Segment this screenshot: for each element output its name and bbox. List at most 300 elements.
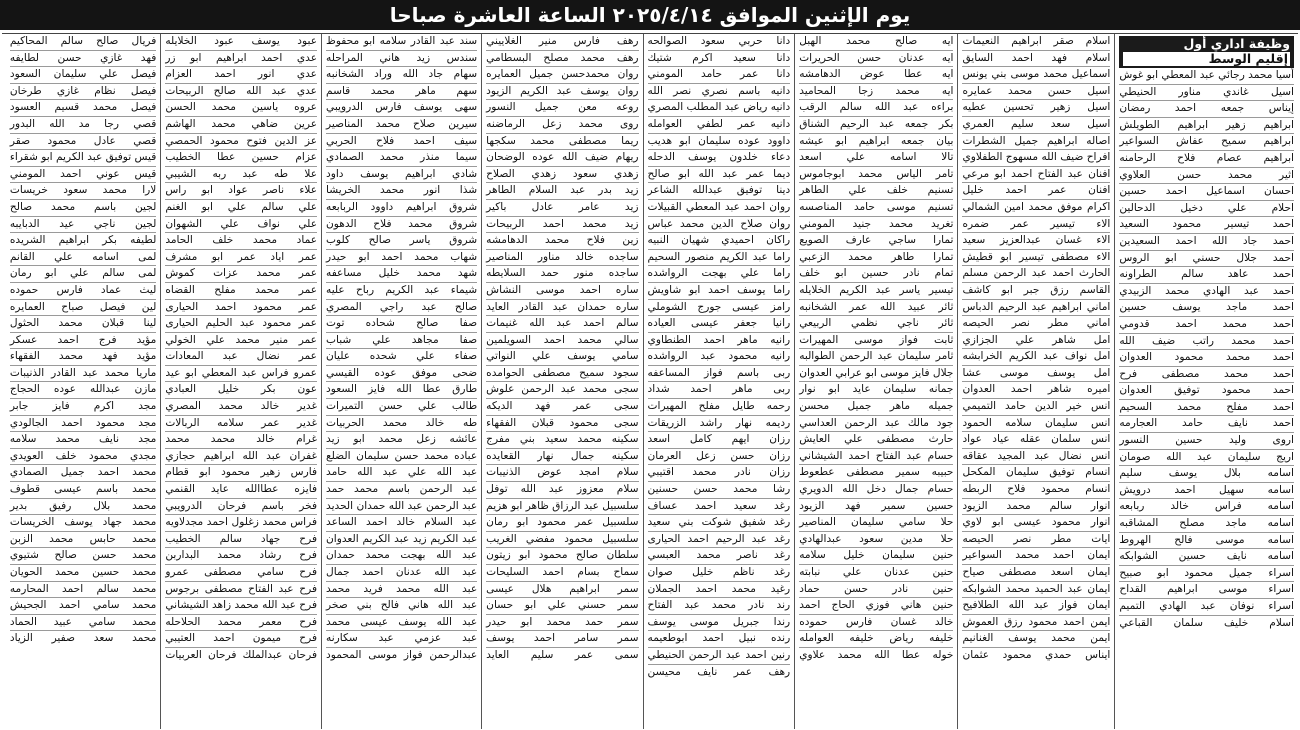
list-item: تسنيم خلف علي الطاهر: [799, 183, 953, 200]
list-item: سمر حمد محمد ابو حيدر: [486, 615, 638, 632]
names-column: [321, 34, 481, 729]
list-item: عماد محمد خلف الحامد: [165, 233, 317, 250]
list-item: رنده نبيل احمد ابوطعيمه: [648, 631, 791, 648]
list-item: سالي محمد احمد السويلمين: [486, 333, 638, 350]
list-item: محمد حسن صالح شتيوي: [10, 548, 156, 565]
list-item: سكينه محمد سعيد بني مفرج: [486, 432, 638, 449]
list-item: عدي انور احمد العزام: [165, 67, 317, 84]
list-item: عمر محمود احمد الحيارى: [165, 300, 317, 317]
list-item: شروق محمد فلاح الدهون: [326, 217, 477, 234]
list-item: طه خالد محمد الحربيات: [326, 416, 477, 433]
list-item: لينا قبلان محمد الحثول: [10, 316, 156, 333]
list-item: فرح رشاد محمد البداربن: [165, 548, 317, 565]
list-item: ايمن احمد محمود رزق العموش: [962, 615, 1110, 632]
list-item: ليث عماد فارس حموده: [10, 283, 156, 300]
list-item: غدير خالد محمد المصري: [165, 399, 317, 416]
list-item: ايه صالح محمد الهبل: [799, 34, 953, 51]
list-item: اسيل زهير تحسين عطيه: [962, 100, 1110, 117]
list-item: رزان ايهم كامل اسعد: [648, 432, 791, 449]
list-item: سمر ابراهيم هلال عيسى: [486, 582, 638, 599]
list-item: احمد تيسير محمود السعيد: [1119, 217, 1294, 234]
list-item: فرح سامي مصطفى عمرو: [165, 565, 317, 582]
names-list: [486, 34, 638, 664]
list-item: سمر سامر احمد يوسف: [486, 631, 638, 648]
list-item: قيس توفيق عبد الكريم ابو شقراء: [10, 150, 156, 167]
names-column: [6, 34, 160, 729]
list-item: دينا توفيق عبدالله الشاعر: [648, 183, 791, 200]
list-item: سلسبيل محمود مفضي الغريب: [486, 532, 638, 549]
list-item: زيد عامر عادل باكير: [486, 200, 638, 217]
list-item: براءه عبد الله سالم الرقب: [799, 100, 953, 117]
list-item: حنين هاني فوزي الحاج احمد: [799, 598, 953, 615]
list-item: ثائر عبيد الله عمر الشخانبه: [799, 300, 953, 317]
list-item: دعاء خلدون يوسف الدحله: [648, 150, 791, 167]
list-item: ثائر ناجي نظمي الربيعي: [799, 316, 953, 333]
list-item: تالا اسامه علي اسعد: [799, 150, 953, 167]
list-item: عمر محمود عبد الحليم الحيارى: [165, 316, 317, 333]
names-list: [962, 34, 1110, 664]
list-item: اريج سليمان عبد الله صومان: [1119, 450, 1294, 467]
list-item: رغد ناصر محمد العبسي: [648, 548, 791, 565]
list-item: عروه ياسين محمد الحسن: [165, 100, 317, 117]
list-item: فيصل علي سليمان السعود: [10, 67, 156, 84]
list-item: رندا جبريل موسى يوسف: [648, 615, 791, 632]
list-item: سهام جاد الله وراد الشخانبه: [326, 67, 477, 84]
list-item: محمد احمد جميل الصمادي: [10, 465, 156, 482]
list-item: بكر جمعه عبد الرحيم الشناق: [799, 117, 953, 134]
list-item: دانيه عمر لطفي العوامله: [648, 117, 791, 134]
list-item: ايمن محمد يوسف الغنانيم: [962, 631, 1110, 648]
list-item: ايمان عبد الحميد محمد الشوابكه: [962, 582, 1110, 599]
list-item: علي سالم علي ابو الغنم: [165, 200, 317, 217]
list-item: لجين ناجي عيد الدبايبه: [10, 217, 156, 234]
list-item: سلام معزوز عبد الله توفل: [486, 482, 638, 499]
list-item: احمد جلال حسني ابو الروس: [1119, 251, 1294, 268]
list-item: رند نادر محمد عبد الفتاح: [648, 598, 791, 615]
list-item: صفا مجاهد علي شباب: [326, 333, 477, 350]
list-item: علي نواف علي الشهوان: [165, 217, 317, 234]
list-item: اسيل سعد سليم العمري: [962, 117, 1110, 134]
names-list: [165, 34, 317, 664]
list-item: حسام عبد الفتاح احمد الشيشاني: [799, 449, 953, 466]
list-item: سلسبيل عبد الرزاق ظاهر ابو هزيم: [486, 499, 638, 516]
list-item: عبدالرحمن فواز موسى المحمود: [326, 648, 478, 661]
list-item: سجى عمر فهد الديكه: [486, 399, 638, 416]
list-item: حارث مصطفى علي العايش: [799, 432, 953, 449]
list-item: مؤيد فهد محمد الفقهاء: [10, 349, 156, 366]
list-item: سالم احمد عبد الله غنيمات: [486, 316, 638, 333]
list-item: راما يوسف احمد ابو شاويش: [648, 283, 791, 300]
list-item: جميله ماهر جميل محسن: [799, 399, 953, 416]
list-item: مؤيد فرج احمد عسكر: [10, 333, 156, 350]
list-item: قيس عوني احمد المومني: [10, 167, 156, 184]
list-item: عمر نضال عبد المعادات: [165, 349, 317, 366]
list-item: سيما منذر محمد الصمادي: [326, 150, 477, 167]
list-item: فرحان عبدالملك فرحان العربيات: [165, 648, 318, 661]
list-item: عمرو فراس عبد المعطي ابو عيد: [165, 366, 317, 383]
list-item: سكينه جمال نهار القعايده: [486, 449, 638, 466]
list-item: فرح معمر محمد الحلاحله: [165, 615, 317, 632]
list-item: انس خير الدين حامد التميمي: [962, 399, 1110, 416]
list-item: اسراء جميل محمود ابو صبيح: [1119, 566, 1294, 583]
list-item: حنين نادر حسن حماد: [799, 582, 953, 599]
list-item: لارا محمد سعود خريسات: [10, 183, 156, 200]
list-item: امل شاهر علي الجزازي: [962, 333, 1110, 350]
list-item: ابراهيم سميح عفاش السواعير: [1119, 134, 1294, 151]
list-item: سجى محمد عبد الرحمن علوش: [486, 382, 638, 399]
list-item: شيماء عبد الكريم رباح عليه: [326, 283, 477, 300]
list-item: رنين احمد عبد الرحمن الحنيطي: [648, 648, 791, 665]
page-header: [0, 0, 1300, 30]
list-item: احمد نايف حامد العجارمه: [1119, 416, 1294, 433]
list-item: عدي عبد الله صالح الربيحات: [165, 84, 317, 101]
list-item: رغد ناظم خليل صوان: [648, 565, 791, 582]
list-item: اكرام موفق محمد امين الشمالي: [962, 200, 1110, 217]
list-item: زهدي سعود زهدي الصلاح: [486, 167, 638, 184]
list-item: اصاله ابراهيم جميل الشطرات: [962, 134, 1110, 151]
list-item: فيصل محمد قسيم العسود: [10, 100, 156, 117]
list-item: داوود عوده سليمان ابو هديب: [648, 134, 791, 151]
list-item: اسامه موسى فالح الهروط: [1119, 533, 1294, 550]
list-item: احمد محمد راتب ضيف الله: [1119, 334, 1294, 351]
names-list: [10, 34, 156, 647]
list-item: ايمان فواز عبد الله الطلافيح: [962, 598, 1110, 615]
list-item: سلام امجد عوض الذنيبات: [486, 465, 638, 482]
list-item: عبد السلام خالد احمد الساعد: [326, 515, 477, 532]
list-item: لين فيصل صباح العمايره: [10, 300, 156, 317]
list-item: سماح بسام احمد السليحات: [486, 565, 638, 582]
list-item: سند عبد القادر سلامه ابو محفوظ: [326, 34, 477, 51]
list-item: الاء غسان عبدالعزيز سعيد: [962, 233, 1110, 250]
list-item: حلا سامي سليمان المناصير: [799, 515, 953, 532]
list-item: اروى وليد حسين النسور: [1119, 433, 1294, 450]
list-item: امل نواف عبد الكريم الخرابشه: [962, 349, 1110, 366]
list-item: انسام توفيق سليمان المكحل: [962, 465, 1110, 482]
list-item: احسان اسماعيل احمد حسين: [1119, 184, 1294, 201]
list-item: حنين عدنان علي نبابته: [799, 565, 953, 582]
list-item: دانيه رياض عبد المطلب المصري: [648, 100, 791, 117]
list-item: ايمان احمد محمد السواعير: [962, 548, 1110, 565]
list-item: شذا انور محمد الخريشا: [326, 183, 477, 200]
list-item: محمد سامي احمد الجحيش: [10, 598, 156, 615]
list-item: عبد الله عدنان احمد جمال: [326, 565, 477, 582]
list-item: تغريد محمد جنيد المومني: [799, 217, 953, 234]
list-item: اسلام صقر ابراهيم النعيمات: [962, 34, 1110, 51]
list-item: مازن عبدالله عوده الحجاج: [10, 382, 156, 399]
list-item: عبد الكريم زيد عبد الكريم العدوان: [326, 532, 477, 549]
list-item: فريال صالح سالم المحاكيم: [10, 34, 156, 51]
list-item: رزان نادر محمد اقتيبي: [648, 465, 791, 482]
list-item: سمر حسني علي ابو حسان: [486, 598, 638, 615]
list-item: حسام جمال دخل الله الدويري: [799, 482, 953, 499]
list-item: ريهام ضيف الله عوده الوضحان: [486, 150, 638, 167]
list-item: ساجده منور حمد السلايطه: [486, 266, 638, 283]
list-item: لمى اسامه علي القانم: [10, 250, 156, 267]
list-item: انسام محمود فلاح الربطه: [962, 482, 1110, 499]
list-item: ماريا محمد عبد القادر الذنيبات: [10, 366, 156, 383]
list-item: رهف محمد مصلح البسطامي: [486, 51, 638, 68]
list-item: فهد غازي حسن لطايفه: [10, 51, 156, 68]
list-item: ربى باسم فواز المساعفه: [648, 366, 791, 383]
list-item: عبد الله هاني فالح بني صخر: [326, 598, 477, 615]
list-item: محمد بلال رفيق بدير: [10, 499, 156, 516]
list-item: انس سلمان عقله عياد عواد: [962, 432, 1110, 449]
list-item: اماني مطر نصر الحيصه: [962, 316, 1110, 333]
list-item: روان يوسف عبد الكريم الزيود: [486, 84, 638, 101]
list-item: عمر محمد عزات كموش: [165, 266, 317, 283]
list-item: فايزه عطاالله عايد القنمي: [165, 482, 317, 499]
list-item: ريما مصطفى محمد سكجها: [486, 134, 638, 151]
list-item: احمد جاد الله احمد السعيدين: [1119, 234, 1294, 251]
list-item: صفا صالح شحاده توت: [326, 316, 477, 333]
list-item: ايمان اسعد مصطفى صياح: [962, 565, 1110, 582]
names-list: [1119, 68, 1294, 631]
list-item: روان صلاح الدين محمد عباس: [648, 217, 791, 234]
list-item: محمد حابس محمد الزبن: [10, 532, 156, 549]
list-item: انوار محمود عيسى ابو لاوي: [962, 515, 1110, 532]
list-item: رشا محمد حسن حسنين: [648, 482, 791, 499]
list-item: شادي ابراهيم يوسف داود: [326, 167, 477, 184]
list-item: افراح ضيف الله مسهوج الطفلاوي: [962, 150, 1110, 167]
list-item: عزام حسين عطا الخطيب: [165, 150, 317, 167]
list-item: روى محمد زعل الرماضنه: [486, 117, 638, 134]
list-item: اميره شاهر احمد العدوان: [962, 382, 1110, 399]
list-item: قصي عادل محمود صقر: [10, 134, 156, 151]
names-column: [794, 34, 957, 729]
list-item: رامز عيسى جورج الشوملي: [648, 300, 791, 317]
list-item: فخر باسم فرحان الدرويبي: [165, 499, 317, 516]
list-item: علاء ناصر عواد ابو راس: [165, 183, 317, 200]
list-item: انس نضال عبد المجيد عقاقه: [962, 449, 1110, 466]
list-item: محمد باسم عيسى قطوف: [10, 482, 156, 499]
list-item: روعه معن جميل النسور: [486, 100, 638, 117]
list-item: راما علي بهجت الرواشده: [648, 266, 791, 283]
list-item: شروق ياسر صالح كلوب: [326, 233, 477, 250]
names-column: [1114, 34, 1298, 729]
list-item: علا طه عبد ربه الشيبي: [165, 167, 317, 184]
list-item: سندس زيد هاني المراحله: [326, 51, 477, 68]
list-item: اسامه ماجد مصلح المشاقبه: [1119, 516, 1294, 533]
list-item: شهاب محمد احمد ابو حيدر: [326, 250, 477, 267]
list-item: لجين باسم محمد صالح: [10, 200, 156, 217]
list-item: احمد مفلح محمد السحيم: [1119, 400, 1294, 417]
list-item: أسيا محمد رجائي عبد المعطي ابو غوش: [1119, 68, 1294, 85]
list-item: سهى يوسف فارس الدرويبي: [326, 100, 477, 117]
list-item: دانا حربي سعود الصوالحه: [648, 34, 791, 51]
list-item: ساره احمد موسى النشاش: [486, 283, 638, 300]
list-item: مجد اكرم فايز جابر: [10, 399, 156, 416]
list-item: محمد حسين محمد الحويان: [10, 565, 156, 582]
list-item: اسامه بلال يوسف سليم: [1119, 466, 1294, 483]
list-item: شهد محمد خليل مساعفه: [326, 266, 477, 283]
list-item: اسماعيل محمد موسى بني يونس: [962, 67, 1110, 84]
list-item: دانا عمر حامد المومني: [648, 67, 791, 84]
list-item: افنان عبد الفتاح احمد ابو مرعي: [962, 167, 1110, 184]
list-item: ديما عمر عبد الله ابو صالح: [648, 167, 791, 184]
list-item: زيد محمد احمد الربيحات: [486, 217, 638, 234]
list-item: لطيفه بكر ابراهيم الشريده: [10, 233, 156, 250]
list-item: ساره حمدان عبد القادر العايد: [486, 300, 638, 317]
list-item: غرام خالد محمد محمد: [165, 432, 317, 449]
list-item: ايناس حمدي محمود عثمان: [962, 648, 1111, 661]
list-item: سامي يوسف علي النواتي: [486, 349, 638, 366]
list-item: ايه عطا عوض الدهامشه: [799, 67, 953, 84]
list-item: اسلام فهد احمد السايق: [962, 51, 1110, 68]
list-item: احمد عاهد سالم الطراونه: [1119, 267, 1294, 284]
list-item: مجد نايف محمد سلامه: [10, 432, 156, 449]
list-item: رزان حسن زعل العرمان: [648, 449, 791, 466]
list-item: سلطان صالح محمود ابو زيتون: [486, 548, 638, 565]
list-item: اسراء موسى ابراهيم القداح: [1119, 582, 1294, 599]
list-item: سمى عمر سليم العايد: [486, 648, 639, 661]
list-item: مجدي محمود خلف العويدي: [10, 449, 156, 466]
list-item: فرح عبد الله محمد زاهد الشيشاني: [165, 598, 317, 615]
list-item: رديمه نهار راشد الزريقات: [648, 416, 791, 433]
list-item: جلال فايز موسى ابو عرابي العدوان: [799, 366, 953, 383]
list-item: محمد سامي عبيد الحماد: [10, 615, 156, 632]
list-item: فرح جهاد سالم الخطيب: [165, 532, 317, 549]
list-item: جمانه سليمان عايد ابو نوار: [799, 382, 953, 399]
list-item: رغيد محمد احمد الجملان: [648, 582, 791, 599]
list-item: رحمه طايل مفلح المهيرات: [648, 399, 791, 416]
list-item: عمر محمد مفلح القضاه: [165, 283, 317, 300]
section-heading: [1119, 36, 1294, 68]
list-item: ثامر سليمان عبد الرحمن الطوالبه: [799, 349, 953, 366]
list-item: زين فلاح محمد الدهامشه: [486, 233, 638, 250]
list-item: رغد عبد الرحيم احمد الحيارى: [648, 532, 791, 549]
list-item: عون بكر خليل العبادي: [165, 382, 317, 399]
list-item: غفران عبد الله ابراهيم حجازي: [165, 449, 317, 466]
list-item: تيسير ياسر عبد الكريم الخلايله: [799, 283, 953, 300]
list-item: رانيا جعفر عيسى العياده: [648, 316, 791, 333]
list-item: عبد عزمي عبد سكارنه: [326, 631, 477, 648]
list-item: حسين سمير فهد الزيود: [799, 499, 953, 516]
list-item: تمارا ساجي عارف الصويع: [799, 233, 953, 250]
job-title: وظيفة اداري أول: [1183, 36, 1290, 51]
list-item: خالد غسان فارس حموده: [799, 615, 953, 632]
list-item: رهف فارس منير الغلاييني: [486, 34, 638, 51]
list-item: سلسبيل عمر محمود ابو رمان: [486, 515, 638, 532]
list-item: محمد سالم احمد المحارمه: [10, 582, 156, 599]
names-column: [160, 34, 321, 729]
list-item: لمى سالم علي ابو رمان: [10, 266, 156, 283]
list-item: بيان جمعه ابراهيم ابو عيشه: [799, 134, 953, 151]
list-item: روان محمدحسن جميل العمايره: [486, 67, 638, 84]
list-item: اسامه سهيل احمد درويش: [1119, 483, 1294, 500]
list-item: عدي احمد ابراهيم ابو زر: [165, 51, 317, 68]
list-item: انس سليمان سلامه الحمود: [962, 416, 1110, 433]
list-item: عمر منير محمد علي الخولي: [165, 333, 317, 350]
list-item: حبيبه سمير مصطفى عطعوط: [799, 465, 953, 482]
list-item: صفاء علي شحده عليان: [326, 349, 477, 366]
list-item: احمد ماجد يوسف حسين: [1119, 300, 1294, 317]
list-item: رانيه محمود عبد الرواشده: [648, 349, 791, 366]
list-item: اسامه نايف حسين الشوابكه: [1119, 549, 1294, 566]
list-item: احمد عبد الهادي محمد الزبيدي: [1119, 284, 1294, 301]
list-item: حلا مدين سعود عبدالهادي: [799, 532, 953, 549]
list-item: عرين ضاهي محمد الهاشم: [165, 117, 317, 134]
list-item: احمد محمد محمود العدوان: [1119, 350, 1294, 367]
list-item: حنين سليمان خليل سلامه: [799, 548, 953, 565]
list-item: ربى ماهر احمد شداد: [648, 382, 791, 399]
list-item: انوار سالم محمد الزيود: [962, 499, 1110, 516]
list-item: مجد محمود احمد الجالودي: [10, 416, 156, 433]
list-item: فارس زهير محمود ابو قطام: [165, 465, 317, 482]
list-item: ابراهيم زهير ابراهيم الطويلش: [1119, 118, 1294, 135]
list-item: سيف احمد فلاح الحربي: [326, 134, 477, 151]
names-list: [648, 34, 791, 680]
list-item: احمد محمد احمد قدومي: [1119, 317, 1294, 334]
list-item: ايه عدنان حسن الحريرات: [799, 51, 953, 68]
list-item: اثير محمد حسن العلاوي: [1119, 168, 1294, 185]
list-item: فراس محمد زغلول احمد مجدلاويه: [165, 515, 317, 532]
names-list: [326, 34, 477, 664]
list-item: امل يوسف موسى عشا: [962, 366, 1110, 383]
list-item: روان احمد عبد المعطي القبيلات: [648, 200, 791, 217]
list-item: قصي رجا مد الله البدور: [10, 117, 156, 134]
list-item: خليفه رياض خليفه العوامله: [799, 631, 953, 648]
names-column: [957, 34, 1114, 729]
list-item: سهم ماهر محمد قاسم: [326, 84, 477, 101]
region-label: إقليم الوسط: [1123, 52, 1290, 66]
list-item: ايات مطر نصر الحيصه: [962, 532, 1110, 549]
list-item: افنان عمر احمد خليل: [962, 183, 1110, 200]
list-item: رغد سعيد احمد عساف: [648, 499, 791, 516]
list-item: عبد الله علي عبد الله حامد: [326, 465, 477, 482]
list-item: راما عبد الكريم منصور السحيم: [648, 250, 791, 267]
list-item: الاء تيسير عمر ضمره: [962, 217, 1110, 234]
list-item: ابراهيم عصام فلاح الرحامنه: [1119, 151, 1294, 168]
list-item: فيصل نظام غازي طرخان: [10, 84, 156, 101]
list-item: اسيل غاندي مناور الحنيطي: [1119, 85, 1294, 102]
list-item: عبد الرحمن باسم محمد حمد: [326, 482, 477, 499]
list-item: سيرين صلاح محمد المناصير: [326, 117, 477, 134]
list-item: احلام علي دخيل الدحالين: [1119, 201, 1294, 218]
list-item: عائشه زعل محمد ابو زيد: [326, 432, 477, 449]
names-grid: [2, 33, 1298, 729]
list-item: اسلام خليف سلمان القباعي: [1119, 616, 1294, 629]
list-item: تسنيم موسى حامد المناصسه: [799, 200, 953, 217]
list-item: غدير عمر سلامه الربالات: [165, 416, 317, 433]
list-item: دانيه باسم نصري نصر الله: [648, 84, 791, 101]
list-item: خوله عطا الله محمد علاوي: [799, 648, 954, 661]
list-item: اسامه فراس خالد ربابعه: [1119, 499, 1294, 516]
names-column: [481, 34, 642, 729]
list-item: القاسم رزق جبر ابو كاشف: [962, 283, 1110, 300]
list-item: تمام نادر حسين ابو خلف: [799, 266, 953, 283]
list-item: رهف عمر نايف محيسن: [647, 665, 791, 678]
list-item: فرح ميمون احمد العتيبي: [165, 631, 317, 648]
header-title: يوم الإثنين الموافق ٢٠٢٥/٤/١٤ الساعة العاشرة صباحا: [389, 3, 911, 27]
names-column: [643, 34, 795, 729]
list-item: طالب علي حسن التميرات: [326, 399, 477, 416]
list-item: دانا سعيد اكرم شتيك: [648, 51, 791, 68]
list-item: الحارث احمد عبد الرحمن مسلم: [962, 266, 1110, 283]
list-item: ضحى موفق عوده القيسي: [326, 366, 477, 383]
list-item: احمد محمود توفيق العدوان: [1119, 383, 1294, 400]
list-item: جود مالك عبد الرحمن العداسي: [799, 416, 953, 433]
list-item: صالح عبد راجي المصري: [326, 300, 477, 317]
list-item: محمد جهاد يوسف الخريسات: [10, 515, 156, 532]
list-item: راكان احميدي شهيان النبيه: [648, 233, 791, 250]
list-item: احمد محمد مصطفى فرح: [1119, 367, 1294, 384]
list-item: عبد الرحمن عبد الله حمدان الحديد: [326, 499, 477, 516]
list-item: عمر اياد عمر ابو مشرف: [165, 250, 317, 267]
list-item: تامر الياس محمد ابوجاموس: [799, 167, 953, 184]
list-item: عبد الله محمد فريد محمد: [326, 582, 477, 599]
list-item: عز الدين فتوح محمود الحمصي: [165, 134, 317, 151]
list-item: اسراء نوفان عبد الهادي التميم: [1119, 599, 1294, 616]
